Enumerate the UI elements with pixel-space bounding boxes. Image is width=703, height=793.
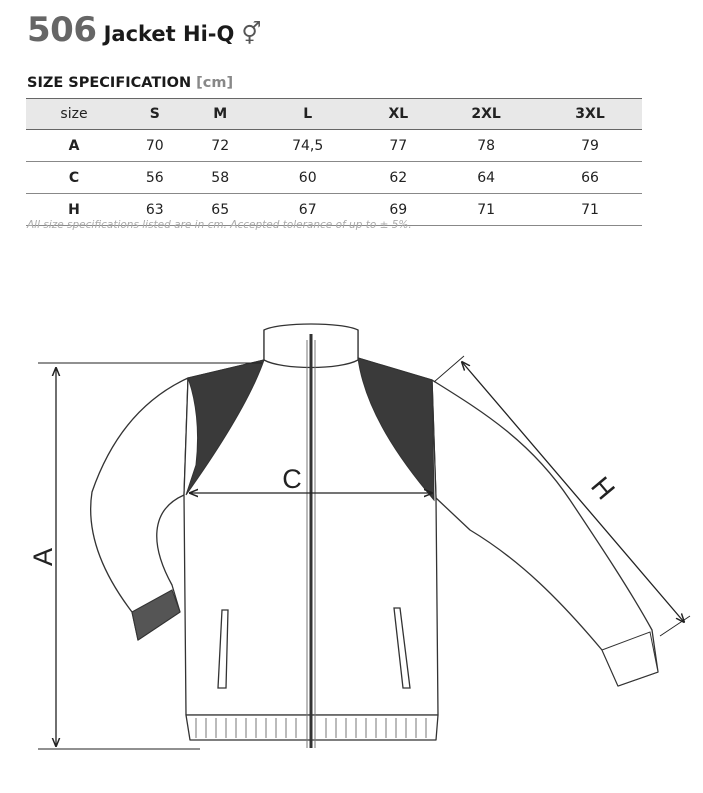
table-cell: 64 bbox=[434, 162, 538, 194]
size-spec-unit: [cm] bbox=[196, 75, 234, 91]
table-cell: 58 bbox=[187, 162, 252, 194]
size-spec-title: SIZE SPECIFICATION bbox=[27, 75, 192, 91]
table-cell: 63 bbox=[122, 194, 187, 226]
header-cell: M bbox=[187, 99, 252, 130]
tolerance-note: All size specifications listed are in cm. Accepted tolerance of up to ± 5%. bbox=[27, 219, 412, 231]
table-cell: 72 bbox=[187, 130, 252, 162]
row-label: H bbox=[26, 194, 122, 226]
table-cell: 65 bbox=[187, 194, 252, 226]
dimension-a-label: A bbox=[28, 547, 58, 567]
table-cell: 74,5 bbox=[253, 130, 363, 162]
table-cell: 79 bbox=[538, 130, 642, 162]
dimension-h-label: H bbox=[585, 471, 621, 506]
header-cell: size bbox=[26, 99, 122, 130]
table-cell: 77 bbox=[362, 130, 434, 162]
dimension-c-label: C bbox=[282, 464, 302, 494]
row-label: C bbox=[26, 162, 122, 194]
table-cell: 71 bbox=[434, 194, 538, 226]
header-cell: 3XL bbox=[538, 99, 642, 130]
header-cell: XL bbox=[362, 99, 434, 130]
row-label: A bbox=[26, 130, 122, 162]
table-cell: 67 bbox=[253, 194, 363, 226]
dimension-h-bottom-guide bbox=[660, 616, 690, 636]
table-cell: 62 bbox=[362, 162, 434, 194]
table-cell: 71 bbox=[538, 194, 642, 226]
table-cell: 66 bbox=[538, 162, 642, 194]
product-code: 506 bbox=[27, 10, 97, 50]
unisex-icon: ⚥ bbox=[241, 22, 262, 47]
header-cell: L bbox=[253, 99, 363, 130]
header-cell: S bbox=[122, 99, 187, 130]
table-cell: 69 bbox=[362, 194, 434, 226]
table-cell: 60 bbox=[253, 162, 363, 194]
right-sleeve bbox=[432, 380, 658, 686]
header-cell: 2XL bbox=[434, 99, 538, 130]
dimension-h-top-guide bbox=[434, 356, 464, 382]
table-cell: 78 bbox=[434, 130, 538, 162]
product-name: Jacket Hi-Q bbox=[103, 22, 235, 46]
table-cell: 70 bbox=[122, 130, 187, 162]
table-cell: 56 bbox=[122, 162, 187, 194]
